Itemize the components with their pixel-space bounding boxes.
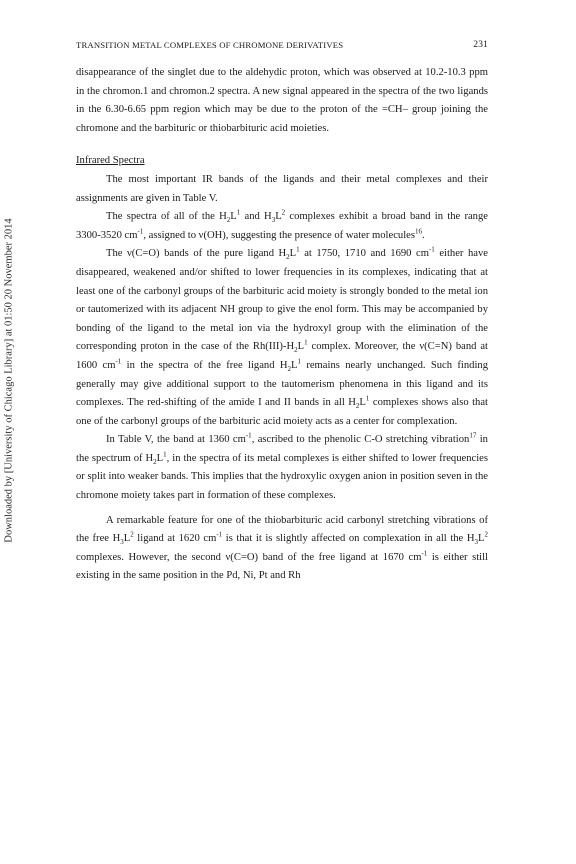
paragraph-5: In Table V, the band at 1360 $cm^{-1}$, ascribed to the phenolic C-O stretching vibration$^{17}$ in the spectrum of $H_2L^1$, in the spectra of its metal complexes is either shifted to lower frequencies or split into weaker bands. This implies that the hydroxylic oxygen anion in position seven in the chromone moiety takes part in formation of these complexes. <box>76 431 488 502</box>
paragraph-6: A remarkable feature for one of the thiobarbituric acid carbonyl stretching vibrations of the free $H_3L^2$ ligand at 1620 $cm^{-1}$ is that it is slightly affected on complexation in all the $H_3L^2$ complexes. However, the second ν(C=O) band of the free ligand at 1670 $cm^{-1}$ is either still existing in the same position in the Pd, Ni, Pt and Rh <box>76 514 488 582</box>
section-heading <box>76 152 488 171</box>
running-header <box>76 40 488 54</box>
paragraph-4: The ν(C=O) bands of the pure ligand $H_2L^1$ at 1750, 1710 and 1690 $cm^{-1}$ either have disappeared, weakened and/or shifted to lower frequencies in its complexes, indicating that at least one of the carbonyl groups of the barbituric acid moiety is strongly bonded to the metal ion or tautomerized with its adjacent NH group to give the enol form. This may be accompanied by bonding of the ligand to the metal ion via the hydroxyl group with the elimination of the corresponding proton in the case of the $Rh(III)-H_2L^1$ complex. Moreover, the ν(C=N) band at 1600 $cm^{-1}$ in the spectra of the free ligand $H_2L^1$ remains nearly unchanged. Such finding generally may give additional support to the tautomerism phenomena in this ligand and its complexes. The red-shifting of the amide I and II bands in all $H_2L^1$ complexes shows also that one of the carbonyl groups of the barbituric acid moiety acts as a center for complexation. <box>76 245 488 427</box>
paragraph-3: The spectra of all of the $H_2L^1$ and $H_3L^2$ complexes exhibit a broad band in the range 3300-3520 $cm^{-1}$, assigned to ν(OH), suggesting the presence of water molecules$^{16}$. <box>76 208 488 241</box>
section-heading-text: Infrared Spectra <box>76 155 145 167</box>
running-title: TRANSITION METAL COMPLEXES OF CHROMONE DERIVATIVES <box>76 40 344 50</box>
download-watermark-text: Downloaded by [University of Chicago Library] at 01:50 20 November 2014 <box>3 217 15 543</box>
page-body <box>76 64 488 586</box>
paragraph-2: The most important IR bands of the ligands and their metal complexes and their assignments are given in Table V. <box>76 173 488 204</box>
download-watermark <box>2 120 16 640</box>
page-number: 231 <box>473 40 488 50</box>
paragraph-1: disappearance of the singlet due to the aldehydic proton, which was observed at 10.2-10.3 ppm in the chromon.1 and chromon.2 spectra. A new signal appeared in the spectra of the two ligands in the 6.30-6.65 ppm region which may be due to the proton of the =CH– group joining the chromone and the barbituric or thiobarbituric acid moieties. <box>76 67 488 134</box>
